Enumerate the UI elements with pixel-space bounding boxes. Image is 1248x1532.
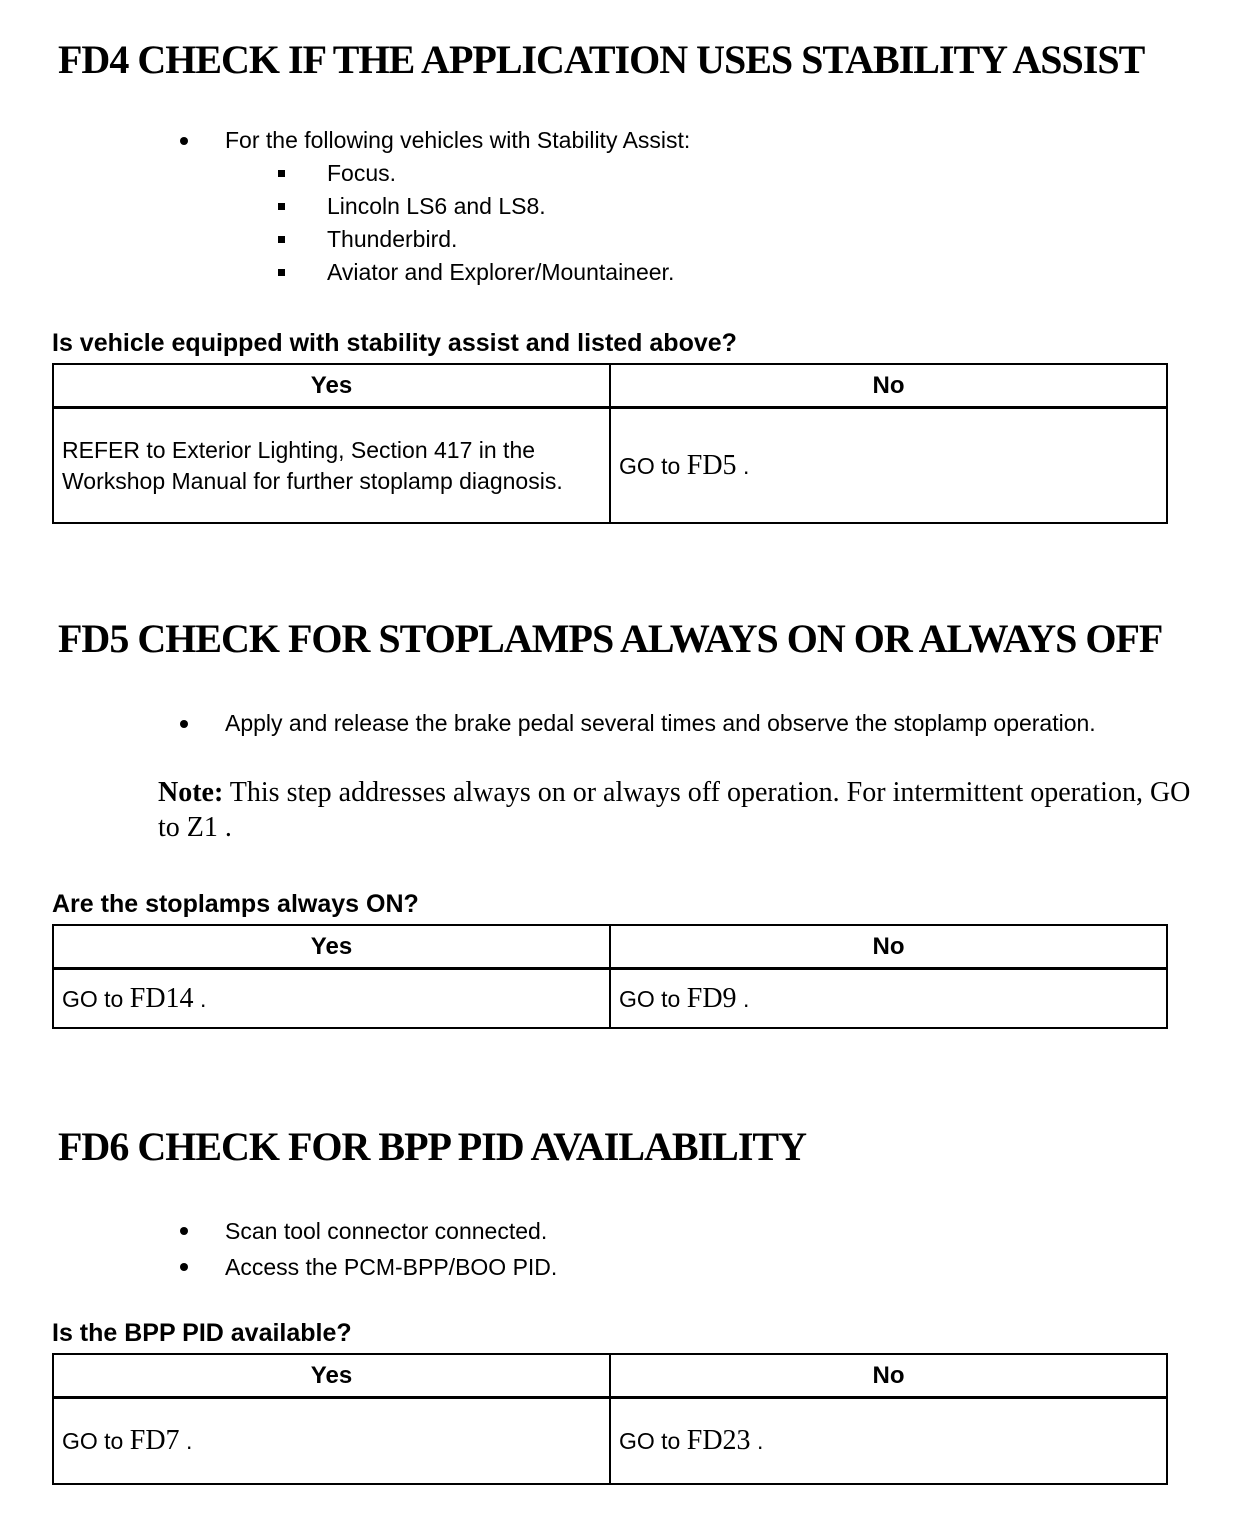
no-action-cell xyxy=(610,1398,1167,1485)
section-fd4 xyxy=(52,37,1204,524)
section-heading-fd4: FD4 CHECK IF THE APPLICATION USES STABILITY ASSIST xyxy=(58,37,1145,82)
table-header-row xyxy=(53,925,1167,969)
list-item xyxy=(52,223,1204,256)
decision-table-fd6 xyxy=(52,1353,1168,1485)
section-heading-fd6: FD6 CHECK FOR BPP PID AVAILABILITY xyxy=(58,1124,806,1169)
go-to-text: GO to xyxy=(62,985,124,1012)
bullet-icon xyxy=(180,1249,225,1285)
link-z1[interactable]: Z1 xyxy=(186,812,218,843)
vehicle-item-focus: Focus. xyxy=(327,160,397,186)
yes-column-header: Yes xyxy=(53,925,610,969)
period-text: . xyxy=(185,1428,193,1454)
no-action-cell xyxy=(610,969,1167,1029)
bullet-icon xyxy=(180,707,225,740)
note-label: Note: xyxy=(158,777,224,808)
yes-action-cell xyxy=(53,408,610,524)
list-item xyxy=(52,1249,1204,1285)
period-text: . xyxy=(756,1428,764,1454)
table-row xyxy=(53,969,1167,1029)
list-item xyxy=(52,124,1204,157)
period-text: . xyxy=(742,985,750,1012)
table-header-row xyxy=(53,1354,1167,1398)
link-fd14[interactable]: FD14 xyxy=(129,982,194,1014)
table-row xyxy=(53,408,1167,524)
bullet-icon xyxy=(180,124,225,157)
yes-action-text: REFER to Exterior Lighting, Section 417 in the Workshop Manual for further stoplamp diagnosis. xyxy=(62,436,563,494)
link-fd7[interactable]: FD7 xyxy=(129,1425,180,1456)
vehicle-item-thunderbird: Thunderbird. xyxy=(327,226,458,252)
bullet-icon xyxy=(180,1213,225,1249)
yes-action-cell xyxy=(53,969,610,1029)
no-action-cell xyxy=(610,408,1167,524)
table-header-row xyxy=(53,364,1167,408)
bullet-text: Scan tool connector connected. xyxy=(225,1218,548,1244)
procedure-list xyxy=(52,1213,1204,1285)
period-text: . xyxy=(199,985,207,1012)
yes-column-header: Yes xyxy=(53,364,610,408)
procedure-list xyxy=(52,707,1204,740)
square-bullet-icon xyxy=(278,190,327,223)
vehicle-item-aviator: Aviator and Explorer/Mountaineer. xyxy=(327,259,675,285)
decision-table-fd4 xyxy=(52,363,1168,524)
go-to-text: GO to xyxy=(619,1428,681,1454)
section-fd6 xyxy=(52,1124,1204,1485)
list-item xyxy=(52,1213,1204,1249)
go-to-text: GO to xyxy=(619,985,681,1012)
table-row xyxy=(53,1398,1167,1485)
bullet-text: Access the PCM-BPP/BOO PID. xyxy=(225,1254,558,1280)
no-column-header: No xyxy=(610,364,1167,408)
bullet-text: Apply and release the brake pedal several times and observe the stoplamp operation. xyxy=(225,710,1096,736)
link-fd5[interactable]: FD5 xyxy=(686,449,737,481)
list-item xyxy=(52,157,1204,190)
question-fd6: Is the BPP PID available? xyxy=(52,1319,352,1347)
list-item xyxy=(52,256,1204,289)
square-bullet-icon xyxy=(278,256,327,289)
vehicle-list xyxy=(52,124,1204,289)
decision-table-fd5 xyxy=(52,924,1168,1029)
yes-action-cell xyxy=(53,1398,610,1485)
note-paragraph xyxy=(158,775,1203,845)
link-fd23[interactable]: FD23 xyxy=(686,1425,751,1456)
square-bullet-icon xyxy=(278,223,327,256)
question-fd5: Are the stoplamps always ON? xyxy=(52,890,419,918)
no-column-header: No xyxy=(610,925,1167,969)
list-item xyxy=(52,190,1204,223)
square-bullet-icon xyxy=(278,157,327,190)
question-fd4: Is vehicle equipped with stability assist and listed above? xyxy=(52,329,737,357)
note-text: This step addresses always on or always off operation. For intermittent operation, GO to xyxy=(158,777,1191,843)
bullet-text: For the following vehicles with Stability Assist: xyxy=(225,127,691,153)
go-to-text: GO to xyxy=(619,452,681,479)
link-fd9[interactable]: FD9 xyxy=(686,982,737,1014)
section-fd5 xyxy=(52,616,1204,1029)
period-text: . xyxy=(742,452,750,479)
go-to-text: GO to xyxy=(62,1428,124,1454)
no-column-header: No xyxy=(610,1354,1167,1398)
yes-column-header: Yes xyxy=(53,1354,610,1398)
vehicle-item-lincoln: Lincoln LS6 and LS8. xyxy=(327,193,546,219)
list-item xyxy=(52,707,1204,740)
section-heading-fd5: FD5 CHECK FOR STOPLAMPS ALWAYS ON OR ALWAYS OFF xyxy=(58,616,1163,661)
period-text: . xyxy=(224,812,232,843)
